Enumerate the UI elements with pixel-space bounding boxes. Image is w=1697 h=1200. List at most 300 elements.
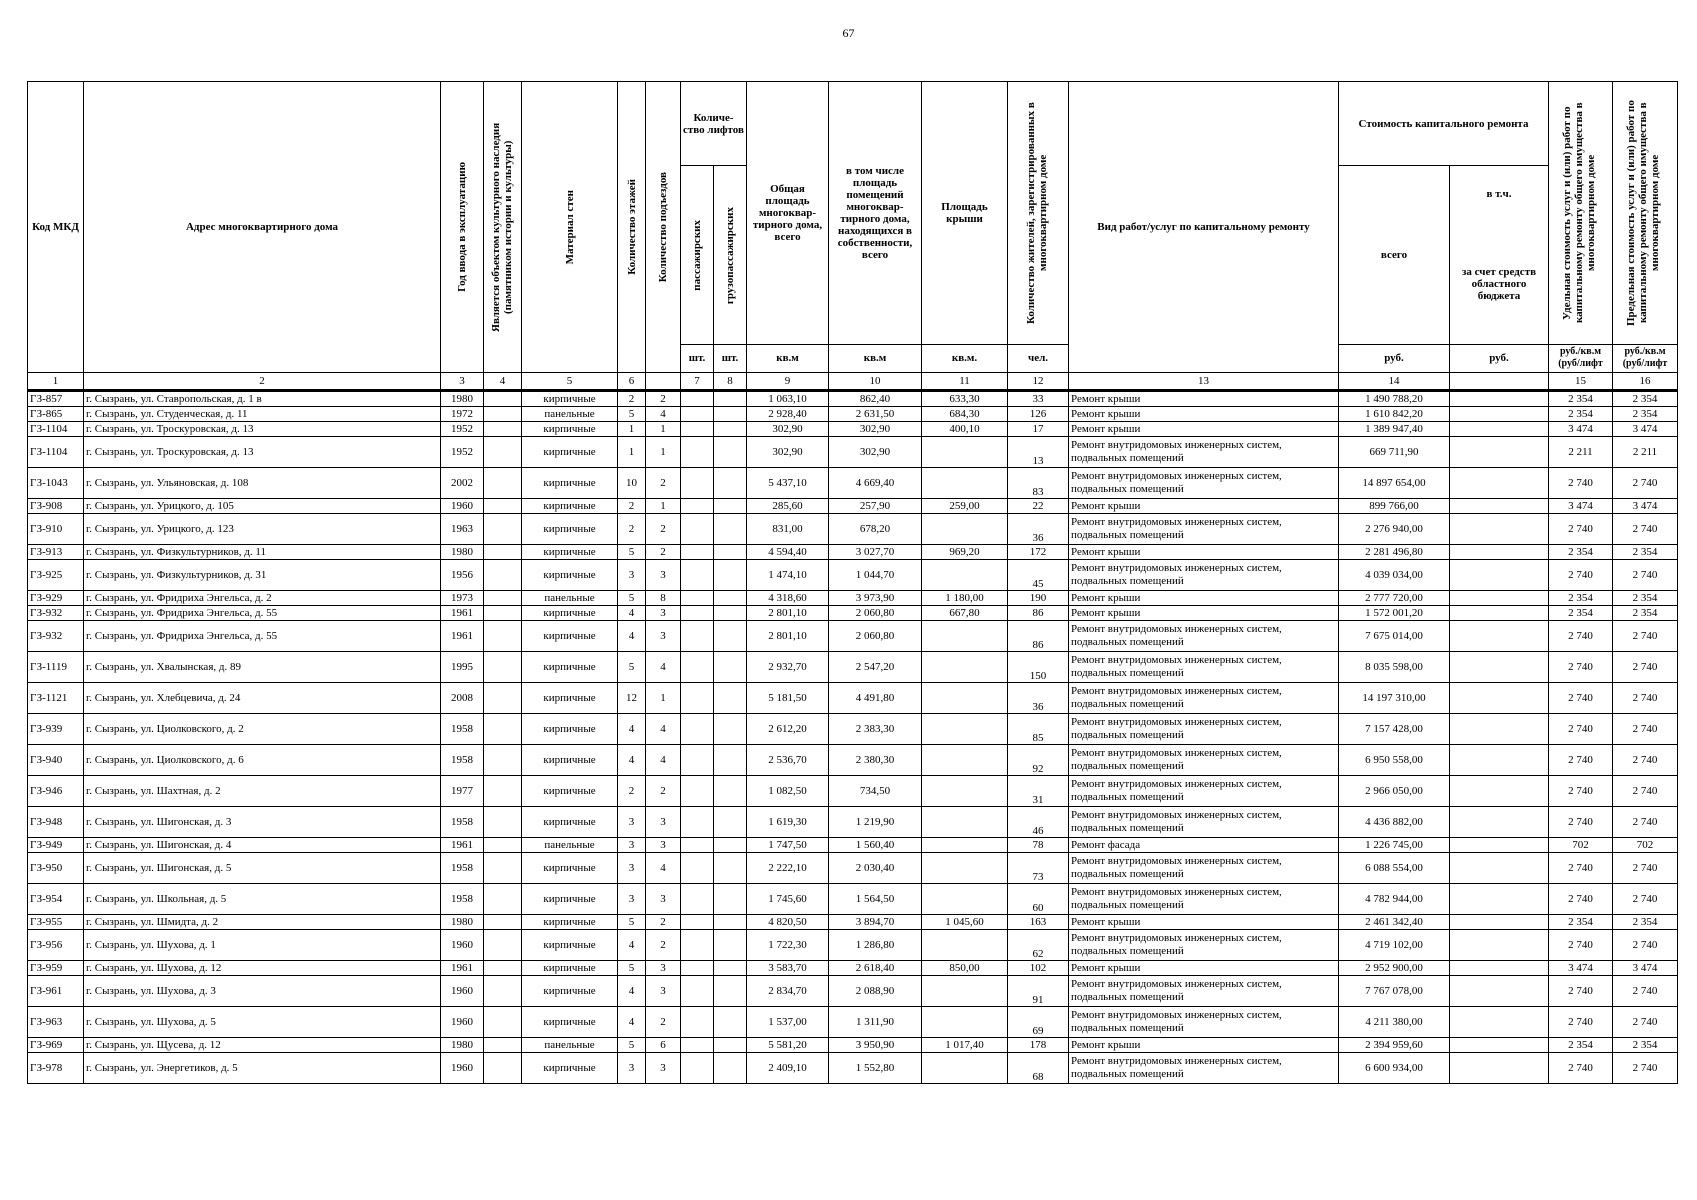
header-work-type: Вид работ/услуг по капитальному ремонту [1069, 82, 1339, 373]
cell-floors: 4 [618, 745, 646, 776]
cell-cost-regional [1450, 391, 1549, 407]
cell-code: ГЗ-910 [28, 514, 84, 545]
cell-year: 1972 [441, 407, 484, 422]
cell-year: 1961 [441, 838, 484, 853]
cell-lifts-pass [681, 1007, 714, 1038]
cell-floors: 3 [618, 560, 646, 591]
cell-year: 1958 [441, 745, 484, 776]
cell-residents: 68 [1008, 1053, 1069, 1084]
cell-heritage [484, 437, 522, 468]
cell-total-area: 2 801,10 [747, 606, 829, 621]
cell-roof-area: 969,20 [922, 545, 1008, 560]
cell-year: 1958 [441, 884, 484, 915]
cell-cost-total: 2 461 342,40 [1339, 915, 1450, 930]
cell-residents: 83 [1008, 468, 1069, 499]
cell-lifts-cargo [714, 606, 747, 621]
cell-lifts-cargo [714, 683, 747, 714]
cell-wall: панельные [522, 591, 618, 606]
cell-entrances: 2 [646, 776, 681, 807]
cell-heritage [484, 915, 522, 930]
cell-cost-total: 2 394 959,60 [1339, 1038, 1450, 1053]
cell-roof-area [922, 853, 1008, 884]
column-number: 1 [28, 373, 84, 391]
cell-total-area: 285,60 [747, 499, 829, 514]
cell-roof-area: 400,10 [922, 422, 1008, 437]
cell-wall: кирпичные [522, 884, 618, 915]
cell-entrances: 3 [646, 1053, 681, 1084]
cell-limit-cost: 2 740 [1613, 853, 1678, 884]
cell-cost-regional [1450, 776, 1549, 807]
table-row [28, 1007, 1678, 1038]
cell-unit-cost: 2 740 [1549, 745, 1613, 776]
cell-cost-regional [1450, 606, 1549, 621]
table-row [28, 853, 1678, 884]
cell-floors: 3 [618, 853, 646, 884]
cell-work-type: Ремонт внутридомовых инженерных систем, подвальных помещений [1069, 1053, 1339, 1084]
cell-residents: 150 [1008, 652, 1069, 683]
cell-residents: 36 [1008, 683, 1069, 714]
cell-limit-cost: 2 740 [1613, 776, 1678, 807]
cell-unit-cost: 2 740 [1549, 468, 1613, 499]
column-number: 4 [484, 373, 522, 391]
cell-limit-cost: 2 354 [1613, 407, 1678, 422]
cell-year: 1960 [441, 1007, 484, 1038]
unit-incl-area: кв.м [829, 344, 922, 372]
table-header [28, 82, 1678, 391]
cell-heritage [484, 1038, 522, 1053]
cell-year: 1961 [441, 621, 484, 652]
cell-code: ГЗ-949 [28, 838, 84, 853]
cell-cost-total: 7 157 428,00 [1339, 714, 1450, 745]
cell-total-area: 302,90 [747, 422, 829, 437]
cell-entrances: 2 [646, 915, 681, 930]
cell-address: г. Сызрань, ул. Шухова, д. 1 [84, 930, 441, 961]
cell-unit-cost: 2 740 [1549, 1053, 1613, 1084]
cell-total-area: 5 437,10 [747, 468, 829, 499]
cell-cost-total: 4 782 944,00 [1339, 884, 1450, 915]
cell-roof-area [922, 807, 1008, 838]
cell-unit-cost: 2 740 [1549, 714, 1613, 745]
cell-heritage [484, 776, 522, 807]
cell-limit-cost: 2 740 [1613, 683, 1678, 714]
column-number: 14 [1339, 373, 1450, 391]
cell-roof-area: 1 180,00 [922, 591, 1008, 606]
cell-cost-regional [1450, 499, 1549, 514]
cell-wall: кирпичные [522, 545, 618, 560]
cell-work-type: Ремонт фасада [1069, 838, 1339, 853]
cell-lifts-cargo [714, 915, 747, 930]
cell-heritage [484, 499, 522, 514]
cell-entrances: 1 [646, 683, 681, 714]
cell-roof-area [922, 1053, 1008, 1084]
cell-code: ГЗ-956 [28, 930, 84, 961]
cell-incl-area: 2 547,20 [829, 652, 922, 683]
cell-total-area: 4 594,40 [747, 545, 829, 560]
cell-entrances: 4 [646, 745, 681, 776]
cell-residents: 36 [1008, 514, 1069, 545]
cell-lifts-cargo [714, 499, 747, 514]
cell-wall: панельные [522, 1038, 618, 1053]
cell-total-area: 1 745,60 [747, 884, 829, 915]
cell-incl-area: 2 060,80 [829, 621, 922, 652]
cell-floors: 3 [618, 807, 646, 838]
table-row [28, 1038, 1678, 1053]
cell-floors: 5 [618, 961, 646, 976]
cell-cost-total: 4 719 102,00 [1339, 930, 1450, 961]
cell-address: г. Сызрань, ул. Шигонская, д. 3 [84, 807, 441, 838]
cell-address: г. Сызрань, ул. Шигонская, д. 5 [84, 853, 441, 884]
cell-entrances: 4 [646, 407, 681, 422]
table-row [28, 407, 1678, 422]
table-row [28, 961, 1678, 976]
cell-roof-area [922, 468, 1008, 499]
cell-work-type: Ремонт внутридомовых инженерных систем, подвальных помещений [1069, 776, 1339, 807]
cell-lifts-pass [681, 683, 714, 714]
cell-wall: кирпичные [522, 468, 618, 499]
cell-incl-area: 3 950,90 [829, 1038, 922, 1053]
cell-cost-regional [1450, 1038, 1549, 1053]
cell-total-area: 2 834,70 [747, 976, 829, 1007]
page-number: 67 [842, 26, 855, 40]
cell-limit-cost: 2 740 [1613, 807, 1678, 838]
cell-limit-cost: 2 740 [1613, 621, 1678, 652]
cell-entrances: 4 [646, 652, 681, 683]
cell-residents: 33 [1008, 391, 1069, 407]
cell-code: ГЗ-1104 [28, 437, 84, 468]
header-lifts: Количе-ство лифтов [681, 82, 747, 166]
cell-limit-cost: 2 740 [1613, 1007, 1678, 1038]
cell-lifts-pass [681, 976, 714, 1007]
cell-lifts-cargo [714, 545, 747, 560]
cell-residents: 17 [1008, 422, 1069, 437]
cell-unit-cost: 2 354 [1549, 606, 1613, 621]
cell-residents: 46 [1008, 807, 1069, 838]
table-row [28, 1053, 1678, 1084]
table-row [28, 714, 1678, 745]
cell-lifts-cargo [714, 1007, 747, 1038]
cell-residents: 22 [1008, 499, 1069, 514]
cell-cost-regional [1450, 1007, 1549, 1038]
cell-cost-regional [1450, 652, 1549, 683]
unit-limit-cost: руб./кв.м (руб/лифт [1613, 344, 1678, 372]
cell-total-area: 2 932,70 [747, 652, 829, 683]
cell-roof-area [922, 560, 1008, 591]
cell-entrances: 6 [646, 1038, 681, 1053]
column-number: 6 [618, 373, 646, 391]
cell-wall: кирпичные [522, 915, 618, 930]
cell-cost-regional [1450, 437, 1549, 468]
cell-code: ГЗ-946 [28, 776, 84, 807]
cell-code: ГЗ-1119 [28, 652, 84, 683]
cell-cost-total: 2 276 940,00 [1339, 514, 1450, 545]
cell-unit-cost: 2 740 [1549, 514, 1613, 545]
cell-residents: 31 [1008, 776, 1069, 807]
header-cost-incl: в т.ч. [1486, 188, 1512, 201]
cell-incl-area: 2 631,50 [829, 407, 922, 422]
cell-year: 1977 [441, 776, 484, 807]
table-row [28, 437, 1678, 468]
cell-lifts-pass [681, 853, 714, 884]
cell-unit-cost: 2 740 [1549, 976, 1613, 1007]
cell-lifts-cargo [714, 776, 747, 807]
header-wall: Материал стен [563, 189, 576, 265]
cell-heritage [484, 683, 522, 714]
cell-cost-total: 669 711,90 [1339, 437, 1450, 468]
column-number: 15 [1549, 373, 1613, 391]
cell-residents: 69 [1008, 1007, 1069, 1038]
cell-incl-area: 1 286,80 [829, 930, 922, 961]
cell-year: 2002 [441, 468, 484, 499]
cell-incl-area: 4 491,80 [829, 683, 922, 714]
cell-cost-total: 14 897 654,00 [1339, 468, 1450, 499]
cell-lifts-cargo [714, 714, 747, 745]
cell-roof-area [922, 930, 1008, 961]
cell-address: г. Сызрань, ул. Шахтная, д. 2 [84, 776, 441, 807]
cell-year: 1960 [441, 499, 484, 514]
cell-work-type: Ремонт крыши [1069, 915, 1339, 930]
header-code: Код МКД [28, 82, 84, 373]
cell-lifts-pass [681, 652, 714, 683]
column-number: 5 [522, 373, 618, 391]
cell-cost-total: 2 966 050,00 [1339, 776, 1450, 807]
unit-cost-regional: руб. [1450, 344, 1549, 372]
cell-total-area: 2 612,20 [747, 714, 829, 745]
cell-work-type: Ремонт внутридомовых инженерных систем, подвальных помещений [1069, 745, 1339, 776]
header-residents: Количество жителей, зарегистрированных в многоквартирном доме [1025, 102, 1049, 324]
cell-incl-area: 2 088,90 [829, 976, 922, 1007]
cell-address: г. Сызрань, ул. Студенческая, д. 11 [84, 407, 441, 422]
cell-wall: кирпичные [522, 745, 618, 776]
cell-lifts-cargo [714, 961, 747, 976]
cell-limit-cost: 2 740 [1613, 652, 1678, 683]
cell-unit-cost: 702 [1549, 838, 1613, 853]
cell-limit-cost: 2 740 [1613, 930, 1678, 961]
cell-floors: 12 [618, 683, 646, 714]
header-roof-area: Площадь крыши [922, 82, 1008, 345]
cell-residents: 86 [1008, 606, 1069, 621]
cell-entrances: 3 [646, 807, 681, 838]
cell-work-type: Ремонт крыши [1069, 391, 1339, 407]
cell-floors: 2 [618, 776, 646, 807]
cell-wall: кирпичные [522, 621, 618, 652]
column-number [646, 373, 681, 391]
cell-residents: 126 [1008, 407, 1069, 422]
cell-lifts-cargo [714, 1053, 747, 1084]
cell-roof-area: 667,80 [922, 606, 1008, 621]
cell-incl-area: 862,40 [829, 391, 922, 407]
header-total-area: Общая площадь многоквар-тирного дома, всего [747, 82, 829, 345]
cell-unit-cost: 3 474 [1549, 422, 1613, 437]
cell-total-area: 5 181,50 [747, 683, 829, 714]
cell-lifts-pass [681, 776, 714, 807]
cell-residents: 86 [1008, 621, 1069, 652]
cell-wall: кирпичные [522, 514, 618, 545]
cell-cost-regional [1450, 884, 1549, 915]
table-row [28, 545, 1678, 560]
cell-unit-cost: 2 740 [1549, 1007, 1613, 1038]
cell-residents: 92 [1008, 745, 1069, 776]
cell-code: ГЗ-940 [28, 745, 84, 776]
cell-floors: 5 [618, 1038, 646, 1053]
cell-floors: 3 [618, 838, 646, 853]
unit-roof-area: кв.м. [922, 344, 1008, 372]
column-number: 10 [829, 373, 922, 391]
cell-lifts-cargo [714, 838, 747, 853]
cell-residents: 91 [1008, 976, 1069, 1007]
cell-incl-area: 2 030,40 [829, 853, 922, 884]
cell-unit-cost: 2 740 [1549, 807, 1613, 838]
cell-floors: 5 [618, 652, 646, 683]
cell-heritage [484, 606, 522, 621]
cell-unit-cost: 2 740 [1549, 683, 1613, 714]
cell-limit-cost: 2 354 [1613, 545, 1678, 560]
cell-year: 1980 [441, 391, 484, 407]
cell-heritage [484, 807, 522, 838]
cell-total-area: 1 619,30 [747, 807, 829, 838]
cell-work-type: Ремонт внутридомовых инженерных систем, подвальных помещений [1069, 853, 1339, 884]
cell-residents: 45 [1008, 560, 1069, 591]
cell-wall: кирпичные [522, 499, 618, 514]
cell-entrances: 8 [646, 591, 681, 606]
cell-work-type: Ремонт внутридомовых инженерных систем, подвальных помещений [1069, 514, 1339, 545]
cell-residents: 62 [1008, 930, 1069, 961]
cell-lifts-pass [681, 1053, 714, 1084]
column-number: 3 [441, 373, 484, 391]
cell-unit-cost: 2 354 [1549, 391, 1613, 407]
cell-incl-area: 734,50 [829, 776, 922, 807]
header-year: Год ввода в эксплуатацию [456, 162, 468, 292]
cell-lifts-cargo [714, 591, 747, 606]
unit-residents: чел. [1008, 344, 1069, 372]
cell-lifts-pass [681, 437, 714, 468]
cell-floors: 2 [618, 514, 646, 545]
cell-roof-area [922, 976, 1008, 1007]
cell-heritage [484, 745, 522, 776]
column-number: 16 [1613, 373, 1678, 391]
cell-limit-cost: 2 740 [1613, 884, 1678, 915]
cell-work-type: Ремонт крыши [1069, 591, 1339, 606]
table-row [28, 591, 1678, 606]
cell-lifts-pass [681, 499, 714, 514]
cell-lifts-cargo [714, 745, 747, 776]
cell-year: 1952 [441, 422, 484, 437]
table-row [28, 683, 1678, 714]
cell-address: г. Сызрань, ул. Школьная, д. 5 [84, 884, 441, 915]
cell-wall: кирпичные [522, 807, 618, 838]
cell-roof-area: 850,00 [922, 961, 1008, 976]
cell-wall: панельные [522, 838, 618, 853]
table-row [28, 422, 1678, 437]
cell-heritage [484, 961, 522, 976]
cell-code: ГЗ-978 [28, 1053, 84, 1084]
cell-wall: кирпичные [522, 391, 618, 407]
unit-lifts-pass: шт. [681, 344, 714, 372]
cell-incl-area: 2 380,30 [829, 745, 922, 776]
cell-incl-area: 2 383,30 [829, 714, 922, 745]
cell-unit-cost: 2 740 [1549, 560, 1613, 591]
header-floors: Количество этажей [625, 179, 638, 275]
cell-year: 1980 [441, 1038, 484, 1053]
table-row [28, 499, 1678, 514]
cell-wall: кирпичные [522, 683, 618, 714]
cell-total-area: 1 537,00 [747, 1007, 829, 1038]
cell-heritage [484, 976, 522, 1007]
cell-code: ГЗ-963 [28, 1007, 84, 1038]
cell-cost-regional [1450, 422, 1549, 437]
cell-roof-area [922, 514, 1008, 545]
cell-entrances: 2 [646, 468, 681, 499]
cell-address: г. Сызрань, ул. Хлебцевича, д. 24 [84, 683, 441, 714]
cell-lifts-pass [681, 560, 714, 591]
cell-code: ГЗ-908 [28, 499, 84, 514]
cell-year: 1961 [441, 961, 484, 976]
cell-floors: 5 [618, 407, 646, 422]
cell-unit-cost: 2 211 [1549, 437, 1613, 468]
cell-work-type: Ремонт внутридомовых инженерных систем, подвальных помещений [1069, 930, 1339, 961]
cell-cost-total: 6 950 558,00 [1339, 745, 1450, 776]
cell-total-area: 1 063,10 [747, 391, 829, 407]
cell-wall: кирпичные [522, 1007, 618, 1038]
cell-year: 1973 [441, 591, 484, 606]
cell-unit-cost: 2 354 [1549, 407, 1613, 422]
cell-code: ГЗ-932 [28, 606, 84, 621]
cell-limit-cost: 3 474 [1613, 961, 1678, 976]
cell-incl-area: 1 044,70 [829, 560, 922, 591]
cell-unit-cost: 2 354 [1549, 1038, 1613, 1053]
cell-year: 1960 [441, 930, 484, 961]
cell-floors: 5 [618, 545, 646, 560]
cell-incl-area: 1 311,90 [829, 1007, 922, 1038]
cell-year: 1963 [441, 514, 484, 545]
cell-floors: 1 [618, 422, 646, 437]
cell-entrances: 3 [646, 961, 681, 976]
header-lifts-pass: пассажирских [691, 219, 703, 291]
cell-lifts-pass [681, 884, 714, 915]
cell-address: г. Сызрань, ул. Хвалынская, д. 89 [84, 652, 441, 683]
cell-year: 1960 [441, 1053, 484, 1084]
cell-cost-regional [1450, 853, 1549, 884]
cell-heritage [484, 1053, 522, 1084]
cell-cost-regional [1450, 745, 1549, 776]
cell-floors: 4 [618, 976, 646, 1007]
cell-code: ГЗ-913 [28, 545, 84, 560]
cell-incl-area: 2 060,80 [829, 606, 922, 621]
cell-cost-total: 6 600 934,00 [1339, 1053, 1450, 1084]
cell-year: 1960 [441, 976, 484, 1007]
cell-total-area: 4 820,50 [747, 915, 829, 930]
cell-heritage [484, 621, 522, 652]
column-number: 2 [84, 373, 441, 391]
table-row [28, 838, 1678, 853]
cell-floors: 4 [618, 1007, 646, 1038]
cell-total-area: 1 082,50 [747, 776, 829, 807]
cell-year: 1958 [441, 807, 484, 838]
cell-lifts-pass [681, 714, 714, 745]
cell-limit-cost: 2 740 [1613, 1053, 1678, 1084]
cell-limit-cost: 2 740 [1613, 468, 1678, 499]
header-limit-cost: Предельная стоимость услуг и (или) работ по капитальному ремонту общего имущества в многоквартирном доме [1625, 99, 1661, 326]
cell-residents: 73 [1008, 853, 1069, 884]
cell-wall: кирпичные [522, 1053, 618, 1084]
cell-work-type: Ремонт крыши [1069, 422, 1339, 437]
cell-year: 1995 [441, 652, 484, 683]
cell-heritage [484, 714, 522, 745]
cell-cost-regional [1450, 560, 1549, 591]
cell-address: г. Сызрань, ул. Урицкого, д. 123 [84, 514, 441, 545]
cell-total-area: 2 801,10 [747, 621, 829, 652]
cell-cost-regional [1450, 407, 1549, 422]
header-heritage: Является объектом культурного наследия (памятником истории и культуры) [489, 122, 514, 332]
